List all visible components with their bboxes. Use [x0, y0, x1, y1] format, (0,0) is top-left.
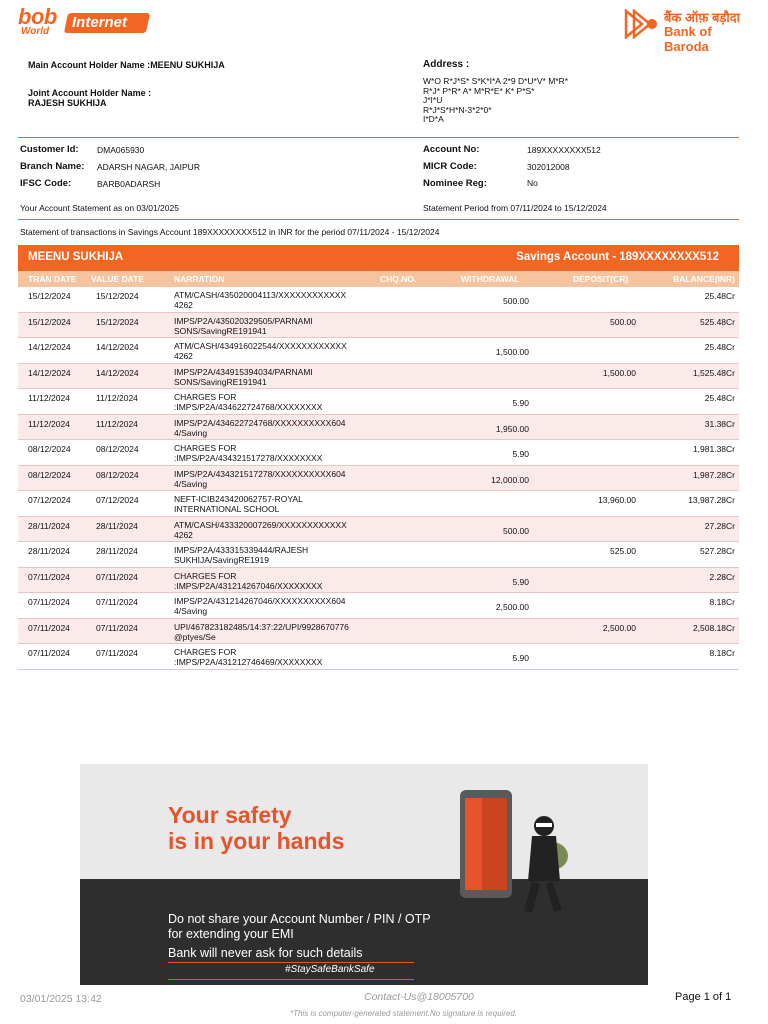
- customer-id-label: Customer Id:: [20, 144, 79, 155]
- cell-narration: [174, 469, 384, 489]
- table-row: [18, 287, 739, 313]
- transactions-table: [18, 245, 739, 670]
- cell-narration: [174, 647, 384, 667]
- narration-line: IMPS/P2A/435020329505/PARNAMI: [174, 315, 313, 326]
- cell-value-date: 28/11/2024: [96, 520, 138, 531]
- table-column-header: [18, 271, 739, 287]
- nominee-label: Nominee Reg:: [423, 178, 487, 189]
- table-row: [18, 491, 739, 517]
- narration-line: CHARGES FOR: [174, 647, 237, 657]
- address-line: W*O R*J*S* S*K*I*A 2*9 D*U*V* M*R*: [423, 76, 569, 86]
- narration-line: :IMPS/P2A/434321517278/XXXXXXXX: [174, 453, 323, 463]
- cell-withdrawal: 5.90: [512, 576, 529, 587]
- cell-value-date: 15/12/2024: [96, 291, 139, 301]
- table-body: [18, 287, 739, 670]
- cell-withdrawal: 5.90: [512, 449, 529, 459]
- address-line: J*I*U: [423, 95, 443, 105]
- cell-tran-date: 07/11/2024: [28, 597, 70, 607]
- safety-banner: [80, 764, 648, 985]
- ifsc-value: BARB0ADARSH: [97, 179, 161, 189]
- address-block: [423, 77, 568, 125]
- narration-line: ATM/CASH/434916022544/XXXXXXXXXXXX: [174, 341, 347, 351]
- cell-withdrawal: 12,000.00: [491, 474, 529, 485]
- cell-value-date: 14/12/2024: [96, 367, 139, 378]
- bob-world-internet-logo: [0, 0, 170, 40]
- main-holder-label: Main Account Holder Name :: [28, 60, 151, 70]
- narration-line: ATM/CASH/435020004113/XXXXXXXXXXXX: [174, 290, 347, 300]
- narration-line: CHARGES FOR: [174, 570, 237, 581]
- table-row: [18, 542, 739, 568]
- narration-line: UPI/467823182485/14:37:22/UPI/9928670776: [174, 621, 349, 632]
- cell-tran-date: 07/11/2024: [28, 571, 70, 582]
- phone-thief-illustration-icon: [452, 786, 602, 936]
- address-line: I*D*A: [423, 114, 444, 124]
- cell-withdrawal: 5.90: [512, 653, 529, 663]
- col-value-date: VALUE DATE: [91, 274, 145, 284]
- cell-narration: [174, 341, 384, 361]
- table-row: [18, 338, 739, 364]
- main-holder-name: MEENU SUKHIJA: [150, 60, 225, 70]
- cell-tran-date: 15/12/2024: [28, 291, 71, 301]
- narration-line: INTERNATIONAL SCHOOL: [174, 504, 280, 514]
- table-row: [18, 466, 739, 492]
- table-row: [18, 644, 739, 670]
- cell-balance: 2.28Cr: [709, 571, 735, 582]
- cell-narration: [174, 392, 384, 412]
- cell-narration: [174, 520, 384, 540]
- address-label: Address :: [423, 59, 470, 70]
- statement-description: Statement of transactions in Savings Account 189XXXXXXXX512 in INR for the period 07/11/2024 - 15/12/2024: [20, 227, 440, 237]
- col-narration: NARRATION: [174, 274, 225, 284]
- ifsc-label: IFSC Code:: [20, 178, 72, 189]
- narration-line: CHARGES FOR: [174, 392, 237, 402]
- narration-line: 4262: [174, 529, 193, 540]
- narration-line: ATM/CASH/433320007269/XXXXXXXXXXXX: [174, 519, 347, 530]
- branch-value: ADARSH NAGAR, JAIPUR: [97, 162, 200, 172]
- narration-line: @ptyes/Se: [174, 631, 216, 642]
- cell-tran-date: 28/11/2024: [28, 520, 70, 531]
- cell-value-date: 11/12/2024: [96, 393, 138, 403]
- cell-balance: 31.38Cr: [704, 418, 735, 429]
- cell-withdrawal: 1,950.00: [495, 423, 529, 434]
- table-holder-name: MEENU SUKHIJA: [28, 251, 124, 263]
- cell-balance: 8.18Cr: [709, 597, 735, 607]
- account-no-label: Account No:: [423, 144, 480, 155]
- micr-value: 302012008: [527, 162, 570, 172]
- joint-holder-name: RAJESH SUKHIJA: [28, 98, 107, 108]
- table-row: [18, 517, 739, 543]
- cell-narration: [174, 545, 384, 565]
- col-tran-date: TRAN DATE: [28, 274, 77, 284]
- cell-narration: [174, 316, 384, 336]
- joint-holder-label: Joint Account Holder Name :: [28, 88, 152, 98]
- narration-line: NEFT-ICIB243420062757-ROYAL: [174, 494, 303, 504]
- cell-withdrawal: 2,500.00: [495, 602, 529, 612]
- cell-narration: [174, 596, 384, 616]
- narration-line: IMPS/P2A/433315339444/RAJESH: [174, 545, 309, 555]
- col-balance: BALANCE(INR): [673, 274, 735, 284]
- cell-value-date: 08/12/2024: [96, 469, 139, 480]
- divider-middle: [18, 219, 739, 220]
- cell-balance: 8.18Cr: [709, 648, 735, 658]
- cell-tran-date: 11/12/2024: [28, 393, 70, 403]
- branch-label: Branch Name:: [20, 161, 85, 172]
- bank-of-baroda-logo: [620, 5, 750, 54]
- micr-label: MICR Code:: [423, 161, 477, 172]
- banner-headline-2: is in your hands: [168, 828, 345, 854]
- cell-value-date: 11/12/2024: [96, 418, 138, 429]
- narration-line: :IMPS/P2A/434622724768/XXXXXXXX: [174, 402, 323, 412]
- cell-deposit: 13,960.00: [598, 495, 636, 505]
- cell-narration: [174, 494, 384, 514]
- narration-line: IMPS/P2A/434915394034/PARNAMI: [174, 366, 313, 377]
- banner-hashtag: #StaySafeBankSafe: [285, 964, 375, 975]
- cell-value-date: 15/12/2024: [96, 316, 139, 327]
- cell-narration: [174, 622, 384, 642]
- statement-as-on: Your Account Statement as on 03/01/2025: [20, 203, 179, 213]
- col-deposit: DEPOSIT(CR): [573, 274, 629, 284]
- cell-value-date: 28/11/2024: [96, 546, 138, 556]
- narration-line: 4262: [174, 351, 193, 361]
- cell-withdrawal: 500.00: [503, 525, 529, 536]
- narration-line: :IMPS/P2A/431212746469/XXXXXXXX: [174, 657, 323, 667]
- cell-narration: [174, 290, 384, 310]
- cell-narration: [174, 418, 384, 438]
- cell-deposit: 500.00: [610, 316, 636, 327]
- cell-balance: 1,981.38Cr: [692, 444, 735, 454]
- cell-balance: 1,987.28Cr: [692, 469, 735, 480]
- cell-value-date: 07/11/2024: [96, 622, 138, 633]
- cell-deposit: 2,500.00: [602, 622, 636, 633]
- cell-balance: 25.48Cr: [704, 291, 735, 301]
- narration-line: IMPS/P2A/431214267046/XXXXXXXXXX604: [174, 596, 346, 606]
- footer-contact: Contact-Us@18005700: [364, 991, 474, 1003]
- cell-value-date: 07/11/2024: [96, 571, 138, 582]
- narration-line: 4/Saving: [174, 478, 208, 489]
- logo-bob-text: bob: [18, 4, 57, 29]
- cell-value-date: 07/11/2024: [96, 597, 138, 607]
- cell-tran-date: 11/12/2024: [28, 418, 70, 429]
- table-title-bar: [18, 245, 739, 271]
- narration-line: IMPS/P2A/434321517278/XXXXXXXXXX604: [174, 468, 346, 479]
- banner-line-2: for extending your EMI: [168, 927, 294, 941]
- cell-tran-date: 15/12/2024: [28, 316, 71, 327]
- cell-tran-date: 14/12/2024: [28, 342, 71, 352]
- logo-world-text: World: [21, 26, 50, 37]
- narration-line: SUKHIJA/SavingRE1919: [174, 555, 269, 565]
- footer-datetime: 03/01/2025 13:42: [20, 993, 102, 1005]
- narration-line: 4262: [174, 300, 193, 310]
- table-row: [18, 389, 739, 415]
- address-line: R*J* P*R* A* M*R*E* K* P*S*: [423, 85, 535, 96]
- cell-balance: 525.48Cr: [700, 316, 735, 327]
- cell-value-date: 14/12/2024: [96, 342, 139, 352]
- table-row: [18, 415, 739, 441]
- table-row: [18, 440, 739, 466]
- cell-tran-date: 08/12/2024: [28, 444, 71, 454]
- cell-tran-date: 14/12/2024: [28, 367, 71, 378]
- table-account-title: Savings Account - 189XXXXXXXX512: [516, 251, 719, 263]
- main-holder-line: [28, 60, 225, 70]
- cell-balance: 25.48Cr: [704, 393, 735, 403]
- narration-line: 4/Saving: [174, 606, 208, 616]
- cell-balance: 2,508.18Cr: [692, 622, 735, 633]
- address-line: R*J*S*H*N-3*2*0*: [423, 104, 492, 115]
- bank-name-hindi: बैंक ऑफ़ बड़ौदा: [664, 10, 740, 25]
- table-row: [18, 364, 739, 390]
- cell-balance: 13,987.28Cr: [688, 495, 735, 505]
- cell-deposit: 1,500.00: [602, 367, 636, 378]
- cell-value-date: 07/12/2024: [96, 495, 139, 505]
- footer-page-number: Page 1 of 1: [675, 991, 732, 1003]
- cell-tran-date: 08/12/2024: [28, 469, 71, 480]
- cell-withdrawal: 500.00: [503, 296, 529, 306]
- narration-line: IMPS/P2A/434622724768/XXXXXXXXXX604: [174, 417, 346, 428]
- banner-line-1: Do not share your Account Number / PIN / OTP: [168, 912, 431, 926]
- cell-balance: 25.48Cr: [704, 342, 735, 352]
- col-withdrawal: WITHDRAWAL: [461, 274, 520, 284]
- footer-note: *This is computer-generated statement.No signature is required.: [290, 1009, 518, 1018]
- bank-name-english: Bank of Baroda: [664, 24, 712, 54]
- statement-period: Statement Period from 07/11/2024 to 15/12/2024: [423, 203, 607, 213]
- cell-tran-date: 07/11/2024: [28, 648, 70, 658]
- banner-headline-1: Your safety: [168, 802, 292, 828]
- divider-top: [18, 137, 739, 138]
- cell-narration: [174, 443, 384, 463]
- baroda-sun-icon: [622, 9, 660, 39]
- cell-value-date: 08/12/2024: [96, 444, 139, 454]
- cell-narration: [174, 571, 384, 591]
- col-chq-no: CHQ.NO.: [380, 274, 417, 284]
- cell-value-date: 07/11/2024: [96, 648, 138, 658]
- narration-line: SONS/SavingRE191941: [174, 376, 267, 387]
- cell-withdrawal: 1,500.00: [495, 347, 529, 357]
- table-row: [18, 313, 739, 339]
- narration-line: SONS/SavingRE191941: [174, 325, 267, 336]
- narration-line: :IMPS/P2A/431214267046/XXXXXXXX: [174, 580, 323, 591]
- narration-line: 4/Saving: [174, 427, 208, 438]
- cell-tran-date: 28/11/2024: [28, 546, 70, 556]
- logo-internet-text: Internet: [72, 14, 128, 31]
- table-row: [18, 619, 739, 645]
- cell-withdrawal: 5.90: [512, 398, 529, 408]
- table-row: [18, 593, 739, 619]
- cell-balance: 1,525.48Cr: [692, 367, 735, 378]
- nominee-value: No: [527, 178, 538, 188]
- cell-balance: 527.28Cr: [700, 546, 735, 556]
- cell-balance: 27.28Cr: [704, 520, 735, 531]
- table-row: [18, 568, 739, 594]
- banner-line-3: Bank will never ask for such details: [168, 946, 363, 960]
- cell-narration: [174, 367, 384, 387]
- customer-id-value: DMA065930: [97, 145, 145, 155]
- account-no-value: 189XXXXXXXX512: [527, 145, 601, 155]
- cell-tran-date: 07/11/2024: [28, 622, 70, 633]
- narration-line: CHARGES FOR: [174, 443, 237, 453]
- cell-deposit: 525.00: [610, 546, 636, 556]
- cell-tran-date: 07/12/2024: [28, 495, 71, 505]
